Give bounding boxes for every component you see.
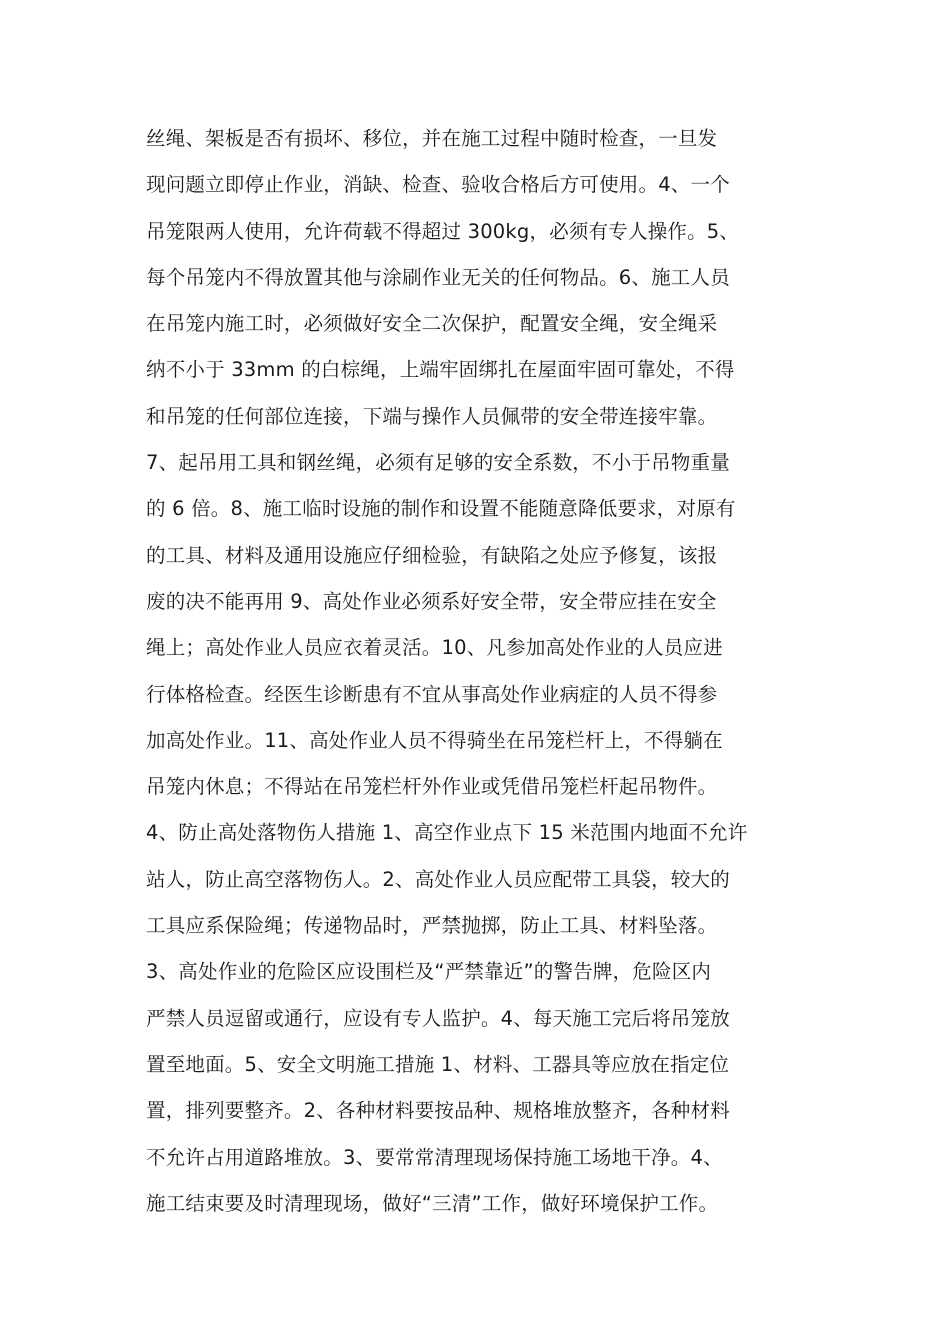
text-line: 吊笼限两人使用，允许荷载不得超过 300kg，必须有专人操作。5、 [146, 219, 740, 243]
text-line: 在吊笼内施工时，必须做好安全二次保护，配置安全绳，安全绳采 [146, 312, 718, 336]
text-line: 站人，防止高空落物伤人。2、高处作业人员应配带工具袋，较大的 [146, 867, 730, 891]
text-line: 纳不小于 33mm 的白棕绳，上端牢固绑扎在屋面牢固可靠处，不得 [146, 358, 735, 382]
text-line: 的工具、材料及通用设施应仔细检验，有缺陷之处应予修复，该报 [146, 543, 718, 567]
text-line: 现问题立即停止作业，消缺、检查、验收合格后方可使用。4、一个 [146, 173, 730, 197]
text-line: 置至地面。5、安全文明施工措施 1、材料、工器具等应放在指定位 [146, 1052, 730, 1076]
text-line: 废的决不能再用 9、高处作业必须系好安全带，安全带应挂在安全 [146, 589, 717, 613]
text-line: 吊笼内休息；不得站在吊笼栏杆外作业或凭借吊笼栏杆起吊物件。 [146, 775, 718, 799]
text-line: 行体格检查。经医生诊断患有不宜从事高处作业病症的人员不得参 [146, 682, 718, 706]
text-line: 每个吊笼内不得放置其他与涂刷作业无关的任何物品。6、施工人员 [146, 265, 730, 289]
text-line: 丝绳、架板是否有损坏、移位，并在施工过程中随时检查，一旦发 [146, 127, 718, 150]
text-line: 7、起吊用工具和钢丝绳，必须有足够的安全系数，不小于吊物重量 [146, 451, 730, 475]
text-line: 不允许占用道路堆放。3、要常常清理现场保持施工场地干净。4、 [146, 1145, 723, 1169]
text-line: 严禁人员逗留或通行，应设有专人监护。4、每天施工完后将吊笼放 [146, 1006, 730, 1030]
text-line: 工具应系保险绳；传递物品时，严禁抛掷，防止工具、材料坠落。 [146, 914, 718, 938]
text-line: 和吊笼的任何部位连接，下端与操作人员佩带的安全带连接牢靠。 [146, 404, 718, 428]
text-line: 置，排列要整齐。2、各种材料要按品种、规格堆放整齐，各种材料 [146, 1099, 730, 1123]
text-line: 的 6 倍。8、施工临时设施的制作和设置不能随意降低要求，对原有 [146, 497, 736, 521]
text-line: 施工结束要及时清理现场，做好“三清”工作，做好环境保护工作。 [146, 1191, 719, 1215]
text-line: 绳上；高处作业人员应衣着灵活。10、凡参加高处作业的人员应进 [146, 636, 723, 660]
text-line: 3、高处作业的危险区应设围栏及“严禁靠近”的警告牌，危险区内 [146, 960, 712, 984]
text-line: 加高处作业。11、高处作业人员不得骑坐在吊笼栏杆上，不得躺在 [146, 728, 723, 752]
text-line: 4、防止高处落物伤人措施 1、高空作业点下 15 米范围内地面不允许 [146, 821, 748, 845]
body-text [146, 116, 836, 1227]
